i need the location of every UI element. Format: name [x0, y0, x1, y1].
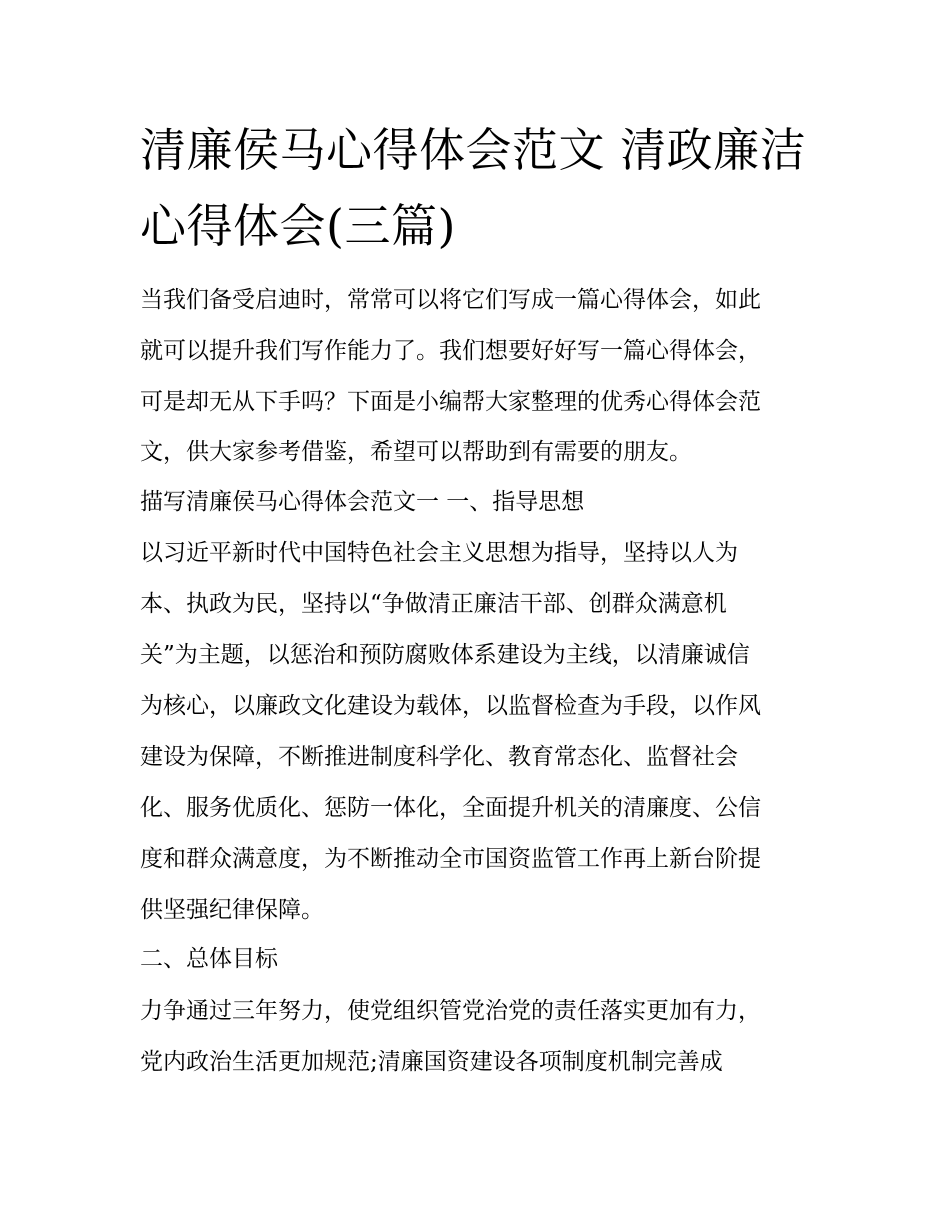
body-line: 可是却无从下手吗？下面是小编帮大家整理的优秀心得体会范 — [140, 389, 761, 415]
body-line: 以习近平新时代中国特色社会主义思想为指导，坚持以人为 — [140, 540, 738, 566]
body-line: 为核心，以廉政文化建设为载体，以监督检查为手段，以作风 — [140, 693, 761, 719]
body-line: 化、服务优质化、惩防一体化，全面提升机关的清廉度、公信 — [140, 795, 761, 821]
section-heading: 描写清廉侯马心得体会范文一 一、指导思想 — [140, 489, 585, 515]
section-heading: 二、总体目标 — [140, 946, 278, 972]
body-line: 党内政治生活更加规范;清廉国资建设各项制度机制完善成 — [140, 1049, 723, 1075]
body-line: 度和群众满意度，为不断推动全市国资监管工作再上新台阶提 — [140, 846, 761, 872]
body-line: 建设为保障，不断推进制度科学化、教育常态化、监督社会 — [140, 744, 738, 770]
body-line: 供坚强纪律保障。 — [140, 897, 324, 923]
body-line: 关”为主题，以惩治和预防腐败体系建设为主线，以清廉诚信 — [140, 642, 750, 668]
body-line: 当我们备受启迪时，常常可以将它们写成一篇心得体会，如此 — [140, 287, 761, 313]
body-line: 文，供大家参考借鉴，希望可以帮助到有需要的朋友。 — [140, 439, 692, 465]
document-title: 清廉侯马心得体会范文 清政廉洁心得体会(三篇) — [140, 123, 807, 253]
body-line: 力争通过三年努力，使党组织管党治党的责任落实更加有力， — [140, 998, 761, 1024]
body-line: 就可以提升我们写作能力了。我们想要好好写一篇心得体会， — [140, 338, 761, 364]
body-line: 本、执政为民，坚持以“争做清正廉洁干部、创群众满意机 — [140, 591, 727, 617]
